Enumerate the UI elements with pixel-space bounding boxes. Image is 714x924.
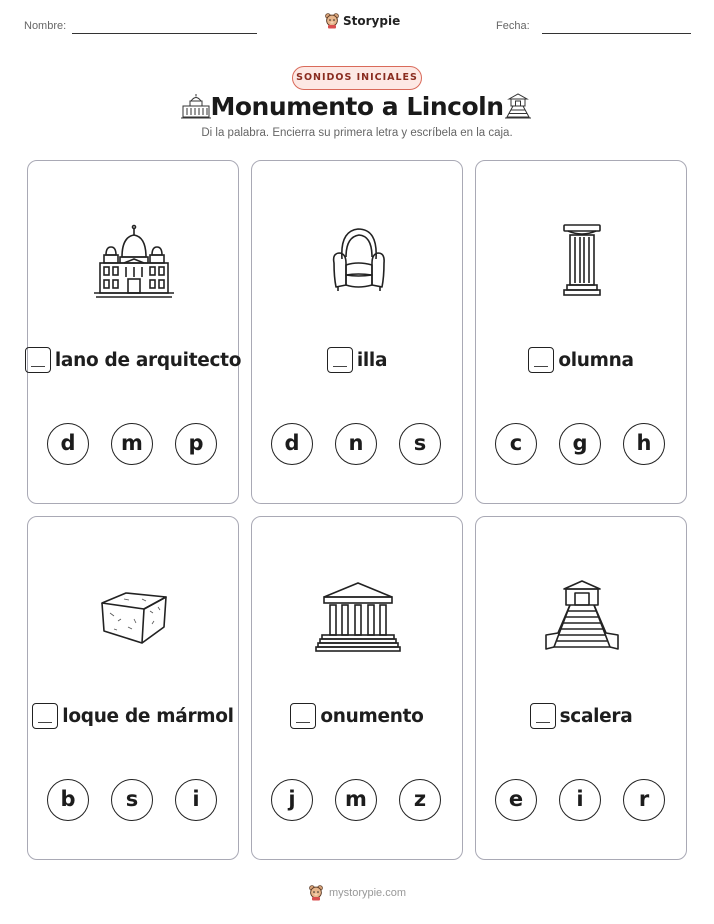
word-prompt [28,347,242,373]
armchair-icon [308,219,408,301]
word-rest: loque de mármol [62,705,234,727]
word-prompt [252,703,462,729]
letter-choice[interactable]: i [559,779,601,821]
letter-choice[interactable]: d [271,423,313,465]
exercise-card-3 [475,160,687,504]
letter-choice[interactable]: c [495,423,537,465]
storypie-mascot-icon [308,884,324,901]
letter-choice[interactable]: s [111,779,153,821]
letter-choice[interactable]: s [399,423,441,465]
answer-box[interactable] [32,703,58,729]
monument-icon [308,575,408,657]
letter-choices [495,423,669,465]
letter-choices [495,779,669,821]
letter-choice[interactable]: d [47,423,89,465]
name-line[interactable] [72,33,257,34]
answer-box[interactable] [327,347,353,373]
letter-choices [47,779,221,821]
word-prompt [476,703,686,729]
letter-choice[interactable]: h [623,423,665,465]
word-prompt [476,347,686,373]
date-line[interactable] [542,33,691,34]
brand-logo [324,12,400,29]
exercise-card-1 [27,160,242,504]
letter-choice[interactable]: j [271,779,313,821]
exercise-card-6 [475,516,687,860]
letter-choice[interactable]: i [175,779,217,821]
brand-name: Storypie [343,13,401,28]
date-label: Fecha: [496,20,530,32]
word-rest: olumna [558,349,634,371]
topic-badge: SONIDOS INICIALES [292,66,422,90]
letter-choices [271,779,445,821]
letter-choice[interactable]: z [399,779,441,821]
marble-block-icon [84,575,184,657]
exercise-card-2 [251,160,463,504]
name-label: Nombre: [24,20,67,32]
exercise-card-4 [27,516,239,860]
capitol-building-icon [84,219,184,301]
letter-choice[interactable]: n [335,423,377,465]
footer-site[interactable]: mystorypie.com [328,886,407,899]
letter-choice[interactable]: m [335,779,377,821]
answer-box[interactable] [528,347,554,373]
word-rest: illa [356,349,388,371]
storypie-mascot-icon [324,12,340,29]
letter-choice[interactable]: e [495,779,537,821]
answer-box[interactable] [290,703,316,729]
answer-box[interactable] [530,703,556,729]
letter-choice[interactable]: b [47,779,89,821]
letter-choice[interactable]: m [111,423,153,465]
staircase-icon [532,575,632,657]
letter-choice[interactable]: p [175,423,217,465]
instructions: Di la palabra. Encierra su primera letra y escríbela en la caja. [201,127,513,139]
letter-choices [47,423,221,465]
letter-choice[interactable]: g [559,423,601,465]
answer-box[interactable] [25,347,51,373]
letter-choices [271,423,445,465]
column-icon [532,219,632,301]
staircase-icon [503,92,533,120]
exercise-card-5 [251,516,463,860]
footer [0,884,714,901]
worksheet-title: Monumento a Lincoln [210,92,504,121]
word-prompt [252,347,462,373]
word-rest: scalera [559,705,633,727]
word-rest: lano de arquitecto [54,349,242,371]
letter-choice[interactable]: r [623,779,665,821]
word-rest: onumento [320,705,424,727]
word-prompt [28,703,238,729]
